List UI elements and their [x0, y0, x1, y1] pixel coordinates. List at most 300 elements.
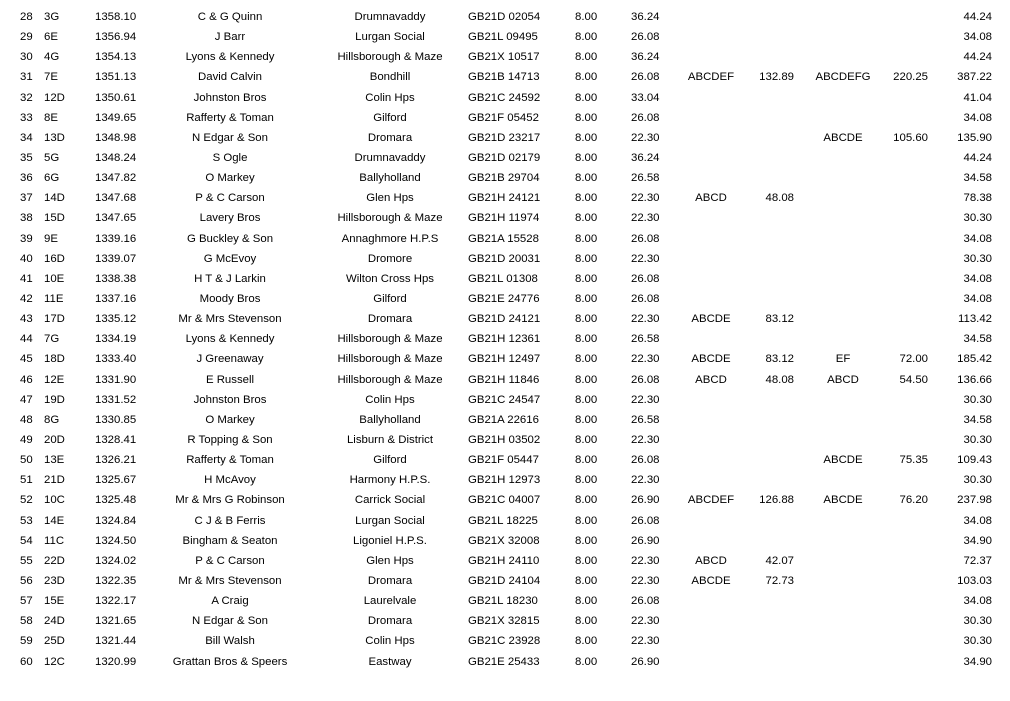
ring-number-cell: GB21A 22616	[468, 413, 539, 426]
total-cell: 34.08	[963, 31, 992, 44]
club-cell: Dromara	[367, 574, 413, 587]
pool-2-amount-cell: 72.00	[899, 353, 928, 366]
prize-cell: 8.00	[575, 172, 598, 185]
prize-cell: 8.00	[575, 615, 598, 628]
pen-cell: 7G	[44, 333, 60, 346]
velocity-cell: 1348.98	[95, 131, 137, 144]
prize-cell: 8.00	[575, 11, 598, 23]
table-row	[0, 7, 1010, 27]
pool-1-amount-cell: 126.88	[759, 494, 794, 507]
position-cell: 40	[20, 252, 33, 265]
total-cell: 109.43	[957, 454, 992, 467]
velocity-cell: 1354.13	[95, 51, 137, 64]
prize-cell: 8.00	[575, 31, 598, 44]
total-cell: 30.30	[963, 635, 992, 648]
club-cell: Drumnavaddy	[354, 151, 426, 164]
velocity-cell: 1321.65	[95, 615, 137, 628]
velocity-cell: 1325.48	[95, 494, 137, 507]
member-name-cell: O Markey	[205, 413, 255, 426]
position-cell: 34	[20, 131, 33, 144]
ring-number-cell: GB21H 11974	[468, 212, 540, 225]
prize-cell: 8.00	[575, 554, 598, 567]
pen-cell: 23D	[44, 574, 65, 587]
velocity-cell: 1335.12	[95, 313, 137, 326]
velocity-cell: 1348.24	[95, 151, 137, 164]
pool-1-amount-cell: 42.07	[765, 554, 794, 567]
club-cell: Glen Hps	[366, 192, 414, 205]
velocity-cell: 1338.38	[95, 272, 137, 285]
position-cell: 33	[20, 111, 33, 124]
winnings-cell: 36.24	[631, 151, 660, 164]
member-name-cell: N Edgar & Son	[192, 615, 268, 628]
pen-cell: 25D	[44, 635, 65, 648]
pen-cell: 6G	[44, 172, 60, 185]
velocity-cell: 1347.65	[95, 212, 137, 225]
table-row	[0, 188, 1010, 208]
member-name-cell: Mr & Mrs G Robinson	[175, 494, 285, 507]
total-cell: 237.98	[957, 494, 992, 507]
total-cell: 34.58	[963, 333, 992, 346]
club-cell: Gilford	[373, 454, 407, 467]
position-cell: 48	[20, 413, 33, 426]
ring-number-cell: GB21H 24121	[468, 192, 541, 205]
total-cell: 41.04	[963, 91, 992, 104]
club-cell: Carrick Social	[354, 494, 426, 507]
club-cell: Glen Hps	[366, 554, 414, 567]
pool-1-classes-cell: ABCD	[695, 554, 727, 567]
table-row	[0, 269, 1010, 289]
ring-number-cell: GB21F 05447	[468, 454, 539, 467]
prize-cell: 8.00	[575, 494, 598, 507]
table-row	[0, 551, 1010, 571]
table-row	[0, 67, 1010, 87]
velocity-cell: 1334.19	[95, 333, 137, 346]
velocity-cell: 1322.17	[95, 595, 137, 608]
position-cell: 45	[20, 353, 33, 366]
club-cell: Lurgan Social	[355, 514, 425, 527]
club-cell: Ligoniel H.P.S.	[353, 534, 427, 547]
prize-cell: 8.00	[575, 353, 598, 366]
pool-1-classes-cell: ABCD	[695, 373, 727, 386]
club-cell: Colin Hps	[365, 91, 415, 104]
winnings-cell: 22.30	[631, 433, 660, 446]
club-cell: Bondhill	[369, 71, 411, 84]
position-cell: 60	[20, 655, 33, 668]
ring-number-cell: GB21H 12973	[468, 474, 541, 487]
ring-number-cell: GB21D 23217	[468, 131, 541, 144]
pen-cell: 9E	[44, 232, 58, 245]
member-name-cell: Johnston Bros	[193, 91, 267, 104]
position-cell: 57	[20, 595, 33, 608]
prize-cell: 8.00	[575, 192, 598, 205]
total-cell: 34.08	[963, 292, 992, 305]
winnings-cell: 26.08	[631, 595, 660, 608]
total-cell: 30.30	[963, 393, 992, 406]
ring-number-cell: GB21D 02179	[468, 151, 541, 164]
prize-cell: 8.00	[575, 212, 598, 225]
member-name-cell: O Markey	[205, 172, 255, 185]
position-cell: 35	[20, 151, 33, 164]
position-cell: 39	[20, 232, 33, 245]
prize-cell: 8.00	[575, 393, 598, 406]
prize-cell: 8.00	[575, 333, 598, 346]
prize-cell: 8.00	[575, 534, 598, 547]
table-row	[0, 611, 1010, 631]
member-name-cell: Bill Walsh	[205, 635, 255, 648]
pen-cell: 15E	[44, 595, 65, 608]
table-row	[0, 390, 1010, 410]
club-cell: Gilford	[373, 111, 407, 124]
pen-cell: 24D	[44, 615, 65, 628]
pen-cell: 11E	[44, 292, 64, 305]
winnings-cell: 22.30	[631, 554, 660, 567]
prize-cell: 8.00	[575, 71, 598, 84]
total-cell: 72.37	[963, 554, 992, 567]
member-name-cell: David Calvin	[198, 71, 262, 84]
winnings-cell: 36.24	[631, 51, 660, 64]
total-cell: 34.08	[963, 595, 992, 608]
total-cell: 185.42	[957, 353, 992, 366]
position-cell: 28	[20, 11, 33, 23]
member-name-cell: Grattan Bros & Speers	[172, 655, 288, 668]
prize-cell: 8.00	[575, 474, 598, 487]
table-row	[0, 410, 1010, 430]
pen-cell: 21D	[44, 474, 65, 487]
position-cell: 44	[20, 333, 33, 346]
pool-1-classes-cell: ABCD	[695, 192, 727, 205]
pool-1-classes-cell: ABCDEF	[687, 71, 735, 84]
ring-number-cell: GB21X 32815	[468, 615, 540, 628]
ring-number-cell: GB21D 24104	[468, 574, 541, 587]
winnings-cell: 26.08	[631, 31, 660, 44]
winnings-cell: 26.90	[631, 655, 660, 668]
pen-cell: 6E	[44, 31, 58, 44]
ring-number-cell: GB21C 04007	[468, 494, 541, 507]
position-cell: 30	[20, 51, 33, 64]
pen-cell: 10E	[44, 272, 65, 285]
velocity-cell: 1324.02	[95, 554, 137, 567]
member-name-cell: Moody Bros	[199, 292, 261, 305]
winnings-cell: 26.08	[631, 514, 660, 527]
position-cell: 46	[20, 373, 33, 386]
velocity-cell: 1326.21	[95, 454, 137, 467]
winnings-cell: 26.08	[631, 373, 660, 386]
pen-cell: 10C	[44, 494, 65, 507]
ring-number-cell: GB21B 14713	[468, 71, 540, 84]
total-cell: 34.90	[963, 655, 992, 668]
ring-number-cell: GB21C 23928	[468, 635, 541, 648]
prize-cell: 8.00	[575, 232, 598, 245]
prize-cell: 8.00	[575, 252, 598, 265]
ring-number-cell: GB21H 12497	[468, 353, 541, 366]
table-row	[0, 208, 1010, 228]
table-row	[0, 450, 1010, 470]
prize-cell: 8.00	[575, 131, 598, 144]
winnings-cell: 22.30	[631, 252, 660, 265]
velocity-cell: 1322.35	[95, 574, 137, 587]
pool-2-amount-cell: 54.50	[899, 373, 928, 386]
pool-2-classes-cell: ABCDE	[823, 454, 863, 467]
prize-cell: 8.00	[575, 514, 598, 527]
pen-cell: 4G	[44, 51, 60, 64]
total-cell: 30.30	[963, 474, 992, 487]
club-cell: Hillsborough & Maze	[337, 333, 443, 346]
ring-number-cell: GB21F 05452	[468, 111, 539, 124]
member-name-cell: N Edgar & Son	[192, 131, 268, 144]
table-row	[0, 168, 1010, 188]
prize-cell: 8.00	[575, 433, 598, 446]
pool-1-classes-cell: ABCDE	[691, 353, 731, 366]
pool-2-amount-cell: 76.20	[899, 494, 928, 507]
winnings-cell: 26.90	[631, 494, 660, 507]
club-cell: Laurelvale	[363, 595, 417, 608]
velocity-cell: 1324.50	[95, 534, 137, 547]
ring-number-cell: GB21H 03502	[468, 433, 541, 446]
club-cell: Eastway	[368, 655, 412, 668]
position-cell: 49	[20, 433, 33, 446]
velocity-cell: 1331.52	[95, 393, 137, 406]
member-name-cell: Rafferty & Toman	[186, 111, 274, 124]
prize-cell: 8.00	[575, 51, 598, 64]
ring-number-cell: GB21D 20031	[468, 252, 541, 265]
position-cell: 31	[20, 71, 33, 84]
total-cell: 44.24	[963, 151, 992, 164]
table-row	[0, 289, 1010, 309]
winnings-cell: 36.24	[631, 11, 660, 23]
pool-1-amount-cell: 72.73	[765, 574, 794, 587]
table-row	[0, 329, 1010, 349]
member-name-cell: Lyons & Kennedy	[185, 51, 275, 64]
ring-number-cell: GB21H 11846	[468, 373, 540, 386]
winnings-cell: 26.58	[631, 333, 660, 346]
pen-cell: 20D	[44, 433, 65, 446]
club-cell: Colin Hps	[365, 635, 415, 648]
club-cell: Dromara	[367, 313, 413, 326]
position-cell: 42	[20, 292, 33, 305]
member-name-cell: P & C Carson	[195, 554, 265, 567]
position-cell: 36	[20, 172, 33, 185]
velocity-cell: 1347.82	[95, 172, 137, 185]
pen-cell: 17D	[44, 313, 65, 326]
winnings-cell: 26.08	[631, 454, 660, 467]
velocity-cell: 1325.67	[95, 474, 137, 487]
pen-cell: 14E	[44, 514, 65, 527]
table-row	[0, 249, 1010, 269]
prize-cell: 8.00	[575, 635, 598, 648]
ring-number-cell: GB21L 09495	[468, 31, 538, 44]
position-cell: 51	[20, 474, 33, 487]
position-cell: 37	[20, 192, 33, 205]
winnings-cell: 22.30	[631, 313, 660, 326]
ring-number-cell: GB21D 02054	[468, 11, 541, 23]
velocity-cell: 1324.84	[95, 514, 137, 527]
prize-cell: 8.00	[575, 151, 598, 164]
table-row	[0, 631, 1010, 651]
club-cell: Dromore	[367, 252, 413, 265]
pool-2-amount-cell: 75.35	[899, 454, 928, 467]
total-cell: 30.30	[963, 212, 992, 225]
pen-cell: 7E	[44, 71, 58, 84]
position-cell: 53	[20, 514, 33, 527]
member-name-cell: P & C Carson	[195, 192, 265, 205]
velocity-cell: 1328.41	[95, 433, 137, 446]
member-name-cell: Mr & Mrs Stevenson	[178, 574, 282, 587]
club-cell: Hillsborough & Maze	[337, 51, 443, 64]
position-cell: 50	[20, 454, 33, 467]
pool-2-amount-cell: 105.60	[893, 131, 928, 144]
prize-cell: 8.00	[575, 595, 598, 608]
pool-2-classes-cell: ABCD	[827, 373, 859, 386]
member-name-cell: J Greenaway	[196, 353, 264, 366]
total-cell: 136.66	[957, 373, 992, 386]
position-cell: 47	[20, 393, 33, 406]
total-cell: 34.58	[963, 413, 992, 426]
total-cell: 34.90	[963, 534, 992, 547]
club-cell: Wilton Cross Hps	[346, 272, 434, 285]
pool-1-classes-cell: ABCDE	[691, 313, 731, 326]
pool-1-classes-cell: ABCDEF	[687, 494, 735, 507]
table-row	[0, 490, 1010, 510]
winnings-cell: 26.08	[631, 272, 660, 285]
total-cell: 34.08	[963, 272, 992, 285]
ring-number-cell: GB21B 29704	[468, 172, 540, 185]
ring-number-cell: GB21D 24121	[468, 313, 541, 326]
winnings-cell: 33.04	[631, 91, 660, 104]
prize-cell: 8.00	[575, 111, 598, 124]
ring-number-cell: GB21E 25433	[468, 655, 540, 668]
pen-cell: 22D	[44, 554, 65, 567]
pool-2-amount-cell: 220.25	[893, 71, 928, 84]
winnings-cell: 26.08	[631, 232, 660, 245]
club-cell: Colin Hps	[365, 393, 415, 406]
table-row	[0, 88, 1010, 108]
club-cell: Ballyholland	[359, 172, 421, 185]
velocity-cell: 1321.44	[95, 635, 137, 648]
position-cell: 59	[20, 635, 33, 648]
table-row	[0, 531, 1010, 551]
pool-1-amount-cell: 48.08	[765, 373, 794, 386]
table-row	[0, 571, 1010, 591]
pen-cell: 12D	[44, 91, 65, 104]
total-cell: 135.90	[957, 131, 992, 144]
table-row	[0, 108, 1010, 128]
winnings-cell: 22.30	[631, 615, 660, 628]
velocity-cell: 1337.16	[95, 292, 137, 305]
prize-cell: 8.00	[575, 454, 598, 467]
prize-cell: 8.00	[575, 91, 598, 104]
pen-cell: 15D	[44, 212, 65, 225]
member-name-cell: Bingham & Seaton	[182, 534, 278, 547]
club-cell: Hillsborough & Maze	[337, 212, 443, 225]
total-cell: 30.30	[963, 252, 992, 265]
total-cell: 44.24	[963, 11, 992, 23]
velocity-cell: 1333.40	[95, 353, 137, 366]
pen-cell: 19D	[44, 393, 65, 406]
table-row	[0, 229, 1010, 249]
pen-cell: 14D	[44, 192, 65, 205]
member-name-cell: Mr & Mrs Stevenson	[178, 313, 282, 326]
club-cell: Lurgan Social	[355, 31, 425, 44]
pen-cell: 8G	[44, 413, 60, 426]
member-name-cell: A Craig	[211, 595, 249, 608]
position-cell: 54	[20, 534, 33, 547]
velocity-cell: 1356.94	[95, 31, 137, 44]
total-cell: 34.58	[963, 172, 992, 185]
table-row	[0, 309, 1010, 329]
ring-number-cell: GB21L 18230	[468, 595, 538, 608]
pool-2-classes-cell: ABCDE	[823, 494, 863, 507]
table-row	[0, 47, 1010, 67]
club-cell: Harmony H.P.S.	[349, 474, 431, 487]
pen-cell: 13D	[44, 131, 65, 144]
ring-number-cell: GB21A 15528	[468, 232, 539, 245]
winnings-cell: 26.08	[631, 71, 660, 84]
total-cell: 34.08	[963, 111, 992, 124]
velocity-cell: 1351.13	[95, 71, 137, 84]
ring-number-cell: GB21X 32008	[468, 534, 540, 547]
prize-cell: 8.00	[575, 272, 598, 285]
winnings-cell: 22.30	[631, 574, 660, 587]
winnings-cell: 22.30	[631, 192, 660, 205]
club-cell: Ballyholland	[359, 413, 421, 426]
pen-cell: 12C	[44, 655, 65, 668]
table-row	[0, 591, 1010, 611]
pool-2-classes-cell: ABCDE	[823, 131, 863, 144]
winnings-cell: 22.30	[631, 393, 660, 406]
pen-cell: 5G	[44, 151, 60, 164]
velocity-cell: 1349.65	[95, 111, 137, 124]
pen-cell: 13E	[44, 454, 65, 467]
total-cell: 103.03	[957, 574, 992, 587]
pool-1-classes-cell: ABCDE	[691, 574, 731, 587]
pool-1-amount-cell: 132.89	[759, 71, 794, 84]
winnings-cell: 22.30	[631, 131, 660, 144]
member-name-cell: Johnston Bros	[193, 393, 267, 406]
velocity-cell: 1320.99	[95, 655, 137, 668]
table-row	[0, 27, 1010, 47]
pool-1-amount-cell: 83.12	[765, 353, 794, 366]
table-row	[0, 349, 1010, 369]
member-name-cell: G McEvoy	[203, 252, 257, 265]
pen-cell: 3G	[44, 11, 60, 23]
pool-1-amount-cell: 83.12	[765, 313, 794, 326]
position-cell: 29	[20, 31, 33, 44]
total-cell: 34.08	[963, 514, 992, 527]
position-cell: 32	[20, 91, 33, 104]
pen-cell: 11C	[44, 534, 65, 547]
member-name-cell: Lyons & Kennedy	[185, 333, 275, 346]
velocity-cell: 1350.61	[95, 91, 137, 104]
table-row	[0, 511, 1010, 531]
ring-number-cell: GB21X 10517	[468, 51, 540, 64]
velocity-cell: 1347.68	[95, 192, 137, 205]
member-name-cell: G Buckley & Son	[186, 232, 274, 245]
velocity-cell: 1331.90	[95, 373, 137, 386]
pool-2-classes-cell: ABCDEFG	[815, 71, 871, 84]
pen-cell: 12E	[44, 373, 65, 386]
velocity-cell: 1358.10	[95, 11, 137, 23]
total-cell: 30.30	[963, 433, 992, 446]
table-row	[0, 430, 1010, 450]
prize-cell: 8.00	[575, 373, 598, 386]
position-cell: 41	[20, 272, 33, 285]
member-name-cell: S Ogle	[212, 151, 248, 164]
velocity-cell: 1339.16	[95, 232, 137, 245]
pen-cell: 8E	[44, 111, 58, 124]
ring-number-cell: GB21H 12361	[468, 333, 541, 346]
pen-cell: 18D	[44, 353, 65, 366]
club-cell: Dromara	[367, 615, 413, 628]
